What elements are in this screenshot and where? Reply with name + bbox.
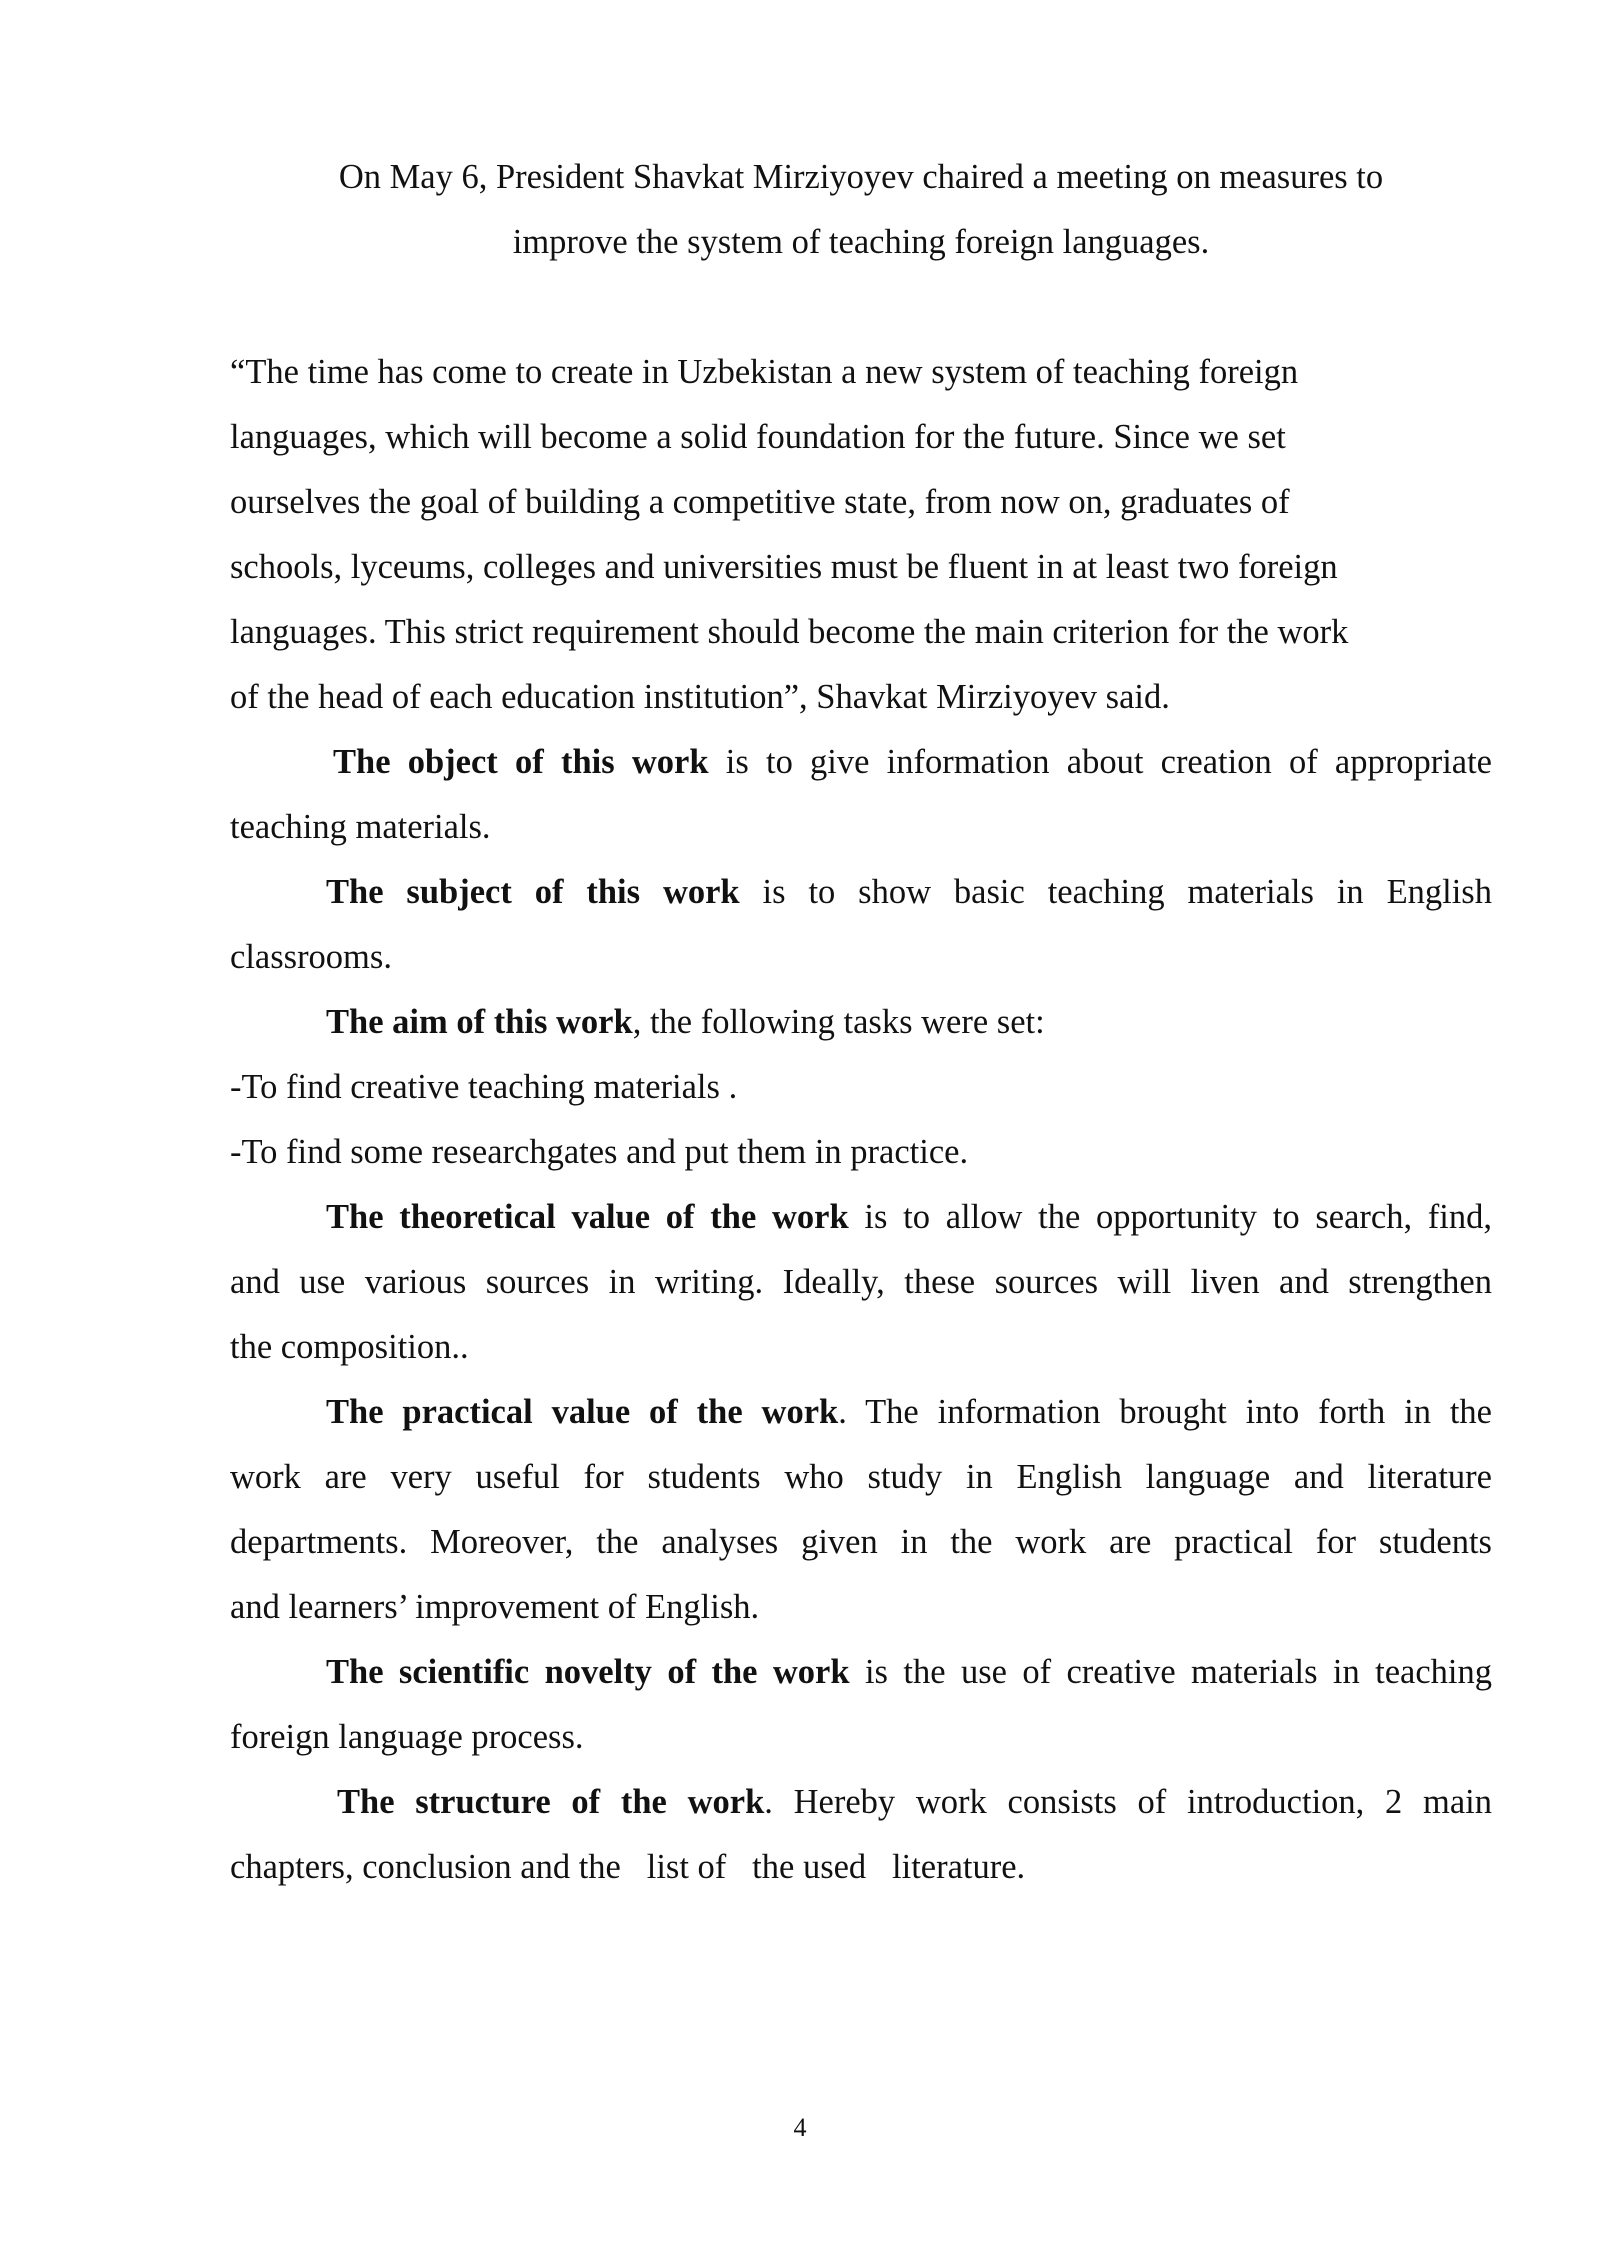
heading-line-1: On May 6, President Shavkat Mirziyoyev chaired a meeting on measures to — [338, 158, 1384, 196]
theoretical-label: The theoretical value of the work — [326, 1198, 849, 1236]
novelty-label: The scientific novelty of the work — [326, 1653, 850, 1691]
object-text: is to give information about creation of appropriate — [708, 743, 1492, 781]
heading-line-2: improve the system of teaching foreign languages. — [512, 223, 1210, 261]
subject-label: The subject of this work — [326, 873, 740, 911]
practical-line-2: work are very useful for students who study in English language and literature — [230, 1458, 1492, 1496]
page-number: 4 — [793, 2113, 807, 2142]
object-label: The object of this work — [333, 743, 709, 781]
theoretical-paragraph — [326, 1191, 1492, 1243]
quote-line-1: “The time has come to create in Uzbekistan a new system of teaching foreign — [230, 353, 1299, 391]
quote-line-6: of the head of each education institution”, Shavkat Mirziyoyev said. — [230, 678, 1170, 716]
structure-line-2: chapters, conclusion and the list of the used literature. — [230, 1848, 1026, 1886]
structure-paragraph — [337, 1776, 1492, 1828]
object-line-2: teaching materials. — [230, 808, 491, 846]
novelty-paragraph — [326, 1646, 1492, 1698]
aim-paragraph — [326, 996, 1492, 1048]
theoretical-line-2: and use various sources in writing. Ideally, these sources will liven and strengthen — [230, 1263, 1492, 1301]
practical-paragraph — [326, 1386, 1492, 1438]
theoretical-line-3: the composition.. — [230, 1328, 469, 1366]
aim-text: , the following tasks were set: — [632, 1003, 1045, 1041]
aim-label: The aim of this work — [326, 1003, 633, 1041]
practical-text: . The information brought into forth in the — [838, 1393, 1492, 1431]
subject-paragraph — [326, 866, 1492, 918]
aim-task-1: -To find creative teaching materials . — [230, 1068, 738, 1106]
novelty-text: is the use of creative materials in teaching — [849, 1653, 1493, 1691]
structure-label: The structure of the work — [337, 1783, 765, 1821]
novelty-line-2: foreign language process. — [230, 1718, 584, 1756]
practical-line-3: departments. Moreover, the analyses given in the work are practical for students — [230, 1523, 1492, 1561]
practical-label: The practical value of the work — [326, 1393, 839, 1431]
quote-line-3: ourselves the goal of building a competitive state, from now on, graduates of — [230, 483, 1290, 521]
subject-text: is to show basic teaching materials in English — [739, 873, 1492, 911]
structure-text: . Hereby work consists of introduction, 2 main — [764, 1783, 1492, 1821]
quote-line-5: languages. This strict requirement should become the main criterion for the work — [230, 613, 1349, 651]
practical-line-4: and learners’ improvement of English. — [230, 1588, 760, 1626]
aim-task-2: -To find some researchgates and put them in practice. — [230, 1133, 969, 1171]
quote-line-4: schools, lyceums, colleges and universities must be fluent in at least two foreign — [230, 548, 1338, 586]
theoretical-text: is to allow the opportunity to search, find, — [848, 1198, 1493, 1236]
quote-line-2: languages, which will become a solid foundation for the future. Since we set — [230, 418, 1286, 456]
subject-line-2: classrooms. — [230, 938, 392, 976]
object-paragraph — [333, 736, 1492, 788]
